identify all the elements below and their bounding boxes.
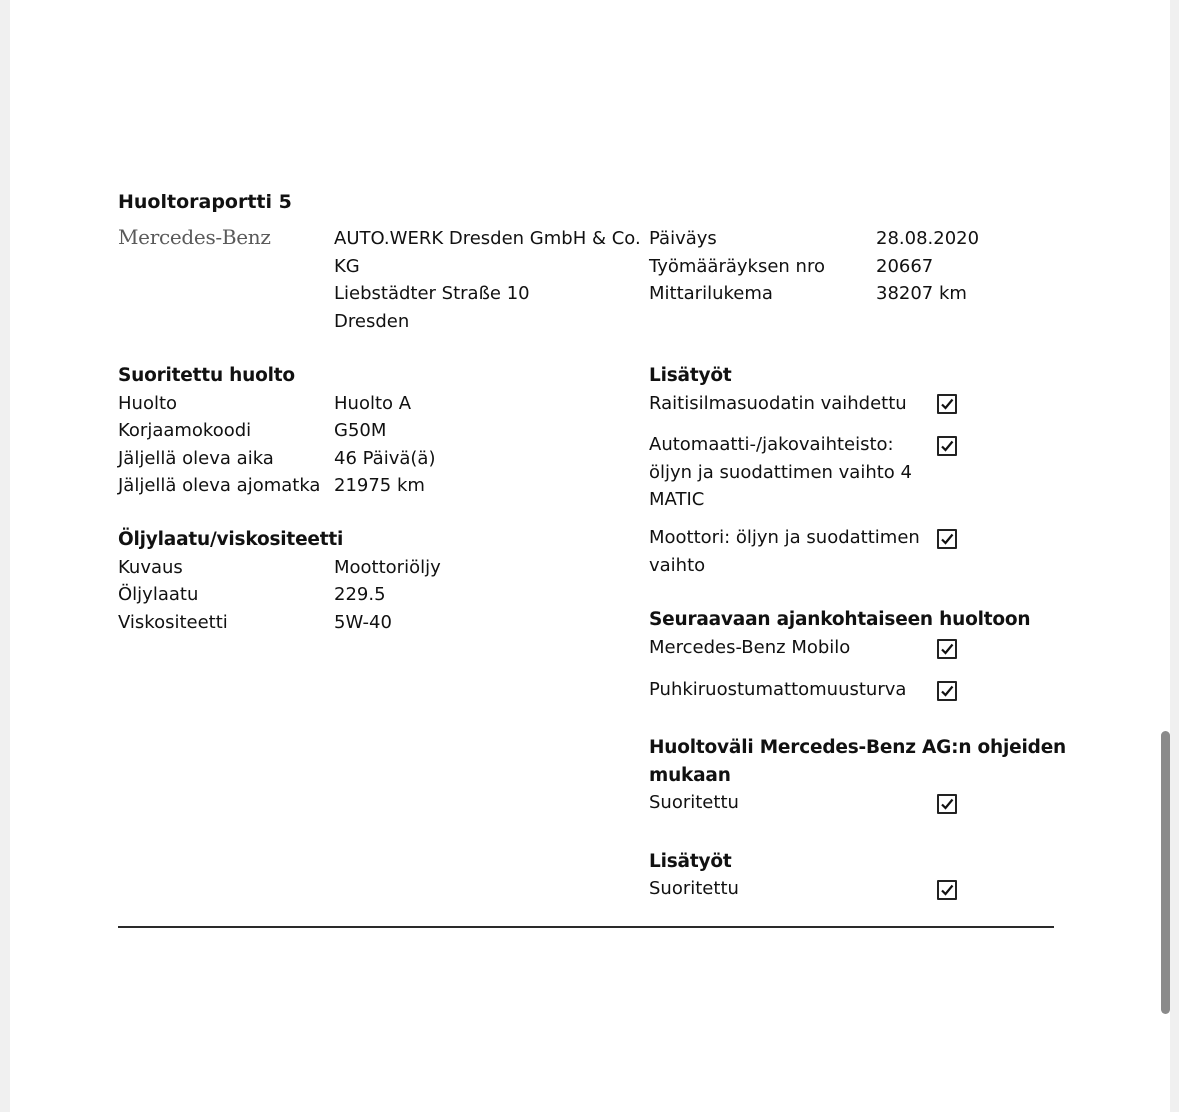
extra-work-2-performed: Suoritettu [649,878,739,899]
checkmark-icon [940,397,954,411]
viscosity-value: 5W-40 [334,611,392,633]
remaining-time-label: Jäljellä oleva aika [118,447,274,469]
service-heading: Suoritettu huolto [118,365,295,386]
brand-logo: Mercedes-Benz [118,225,271,249]
vertical-scrollbar[interactable] [1161,731,1170,1014]
extra-work-2-heading: Lisätyöt [649,851,732,872]
dealer-street: Liebstädter Straße 10 [334,283,530,304]
checkmark-icon [940,684,954,698]
service-label: Huolto [118,392,178,414]
remaining-distance-value: 21975 km [334,475,425,496]
checkbox-mobilo[interactable] [937,639,957,659]
order-value: 20667 [876,255,934,277]
extra-item-transmission-1: Automaatti-/jakovaihteisto: [649,434,894,455]
checkbox-cabin-filter[interactable] [937,394,957,414]
workshop-code-label: Korjaamokoodi [118,420,252,441]
service-value: Huolto A [334,392,412,414]
oil-heading: Öljylaatu/viskositeetti [118,529,344,550]
checkmark-icon [940,532,954,546]
checkbox-engine-oil[interactable] [937,529,957,549]
remaining-time-value: 46 Päivä(ä) [334,447,436,469]
order-label: Työmääräyksen nro [649,255,825,277]
checkmark-icon [940,642,954,656]
checkbox-rust-warranty[interactable] [937,681,957,701]
oil-quality-label: Öljylaatu [118,584,199,605]
remaining-distance-label: Jäljellä oleva ajomatka [118,475,321,496]
extra-item-engine-oil-1: Moottori: öljyn ja suodattimen [649,527,920,548]
next-service-heading: Seuraavaan ajankohtaiseen huoltoon [649,609,1031,630]
checkmark-icon [940,797,954,811]
dealer-name-cont: KG [334,255,360,277]
date-value: 28.08.2020 [876,228,980,249]
extra-item-cabin-filter: Raitisilmasuodatin vaihdettu [649,392,907,414]
next-service-mobilo: Mercedes-Benz Mobilo [649,637,851,658]
extra-item-engine-oil-2: vaihto [649,554,706,576]
dealer-name: AUTO.WERK Dresden GmbH & Co. [334,228,641,249]
checkmark-icon [940,883,954,897]
checkbox-interval-performed[interactable] [937,794,957,814]
oil-description-value: Moottoriöljy [334,556,441,578]
checkbox-extra-work-2[interactable] [937,880,957,900]
dealer-city: Dresden [334,310,410,332]
interval-heading-1: Huoltoväli Mercedes-Benz AG:n ohjeiden [649,737,1067,758]
divider-line [118,926,1054,928]
extra-work-heading: Lisätyöt [649,365,732,386]
workshop-code-value: G50M [334,420,387,441]
oil-description-label: Kuvaus [118,556,183,578]
oil-quality-value: 229.5 [334,584,386,605]
interval-performed: Suoritettu [649,792,739,813]
extra-item-transmission-3: MATIC [649,489,705,510]
interval-heading-2: mukaan [649,764,731,786]
checkmark-icon [940,439,954,453]
date-label: Päiväys [649,228,717,249]
viscosity-label: Viskositeetti [118,611,228,633]
report-title: Huoltoraportti 5 [118,191,292,213]
odometer-label: Mittarilukema [649,283,773,304]
odometer-value: 38207 km [876,283,967,304]
checkbox-transmission[interactable] [937,436,957,456]
extra-item-transmission-2: öljyn ja suodattimen vaihto 4 [649,461,912,483]
document-page [10,0,1170,1112]
next-service-rust-warranty: Puhkiruostumattomuusturva [649,679,907,700]
